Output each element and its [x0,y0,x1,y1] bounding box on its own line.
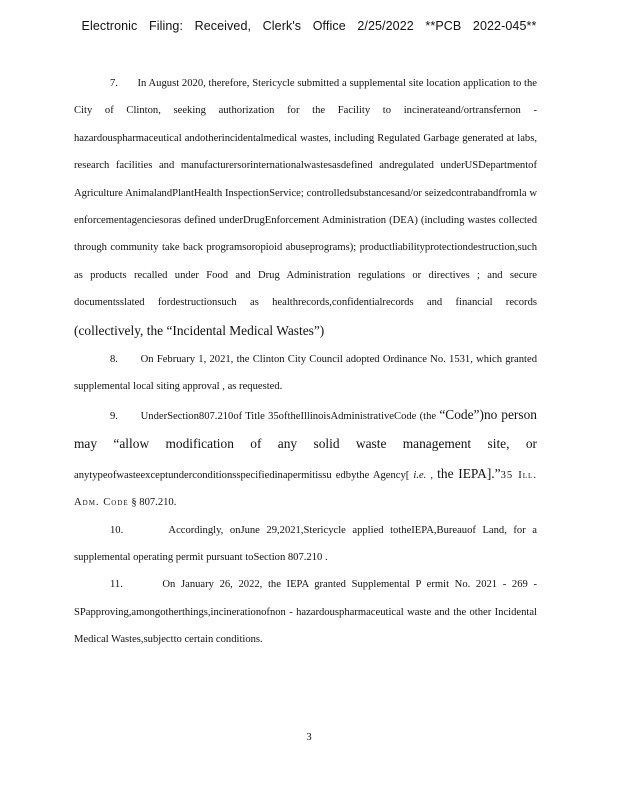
paragraph-9 [74,401,537,517]
paragraph-9-quote-end: the IEPA].” [437,465,501,481]
paragraph-9-intro: 9. UnderSection807.210of Title 35oftheIllinoisAdministrativeCode (the [110,410,440,422]
paragraph-7-emphasis: (collectively, the “Incidental Medical Wastes”) [74,322,325,338]
paragraph-9-ie: i.e. [413,469,427,481]
paragraph-9-middle: anytypeofwasteexceptunderconditionsspecifiedinapermitissu edbythe Agency[ [74,469,414,481]
paragraph-7 [74,70,537,346]
paragraph-7-text: 7. In August 2020, therefore, Stericycle submitted a supplemental site location application to the City of Clinton, seeking authorization for the Facility to incinerateand/ortransfernon - hazardouspharmaceutical andotherincidentalmedical wastes, including Regulated Garbage generated at labs, research facilities and manufacturersorinternationalwastesasdefined andregulated underUSDepartmentof Agriculture AnimalandPlantHealth InspectionService; controlledsubstancesand/or seizedcontrabandfromla w enforcementagenciesoras defined underDrugEnforcement Administration (DEA) (including wastes collected through community take back programsoropioid abuseprograms); productliabilityprotectiondestruction,such as products recalled under Food and Drug Administration regulations or directives ; and secure documentsslated fordestructionsuch as healthrecords,confidentialrecords and financial records [74,78,537,309]
paragraph-9-section: § 807.210. [128,497,177,509]
paragraph-10: 10. Accordingly, onJune 29,2021,Stericycle applied totheIEPA,Bureauof Land, for a supplemental operating permit pursuant toSection 807.210 . [74,524,537,563]
filing-header: Electronic Filing: Received, Clerk's Office 2/25/2022 **PCB 2022-045** [81,19,537,33]
document-body [74,70,537,654]
paragraph-9-citation: 35 Ill. Adm. Code [74,469,537,509]
paragraph-11: 11. On January 26, 2022, the IEPA granted Supplemental P ermit No. 2021 - 269 -SPapproving,amongotherthings,incinerationofnon - hazardouspharmaceutical waste and the other Incidental Medical Wastes,subjectto certain conditions. [74,579,537,646]
page-number: 3 [306,732,312,743]
paragraph-9-comma: , [426,469,438,481]
paragraph-8: 8. On February 1, 2021, the Clinton City Council adopted Ordinance No. 1531, which granted supplemental local siting approval , as requested. [74,354,537,393]
paragraph-9-quote-start: “Code”)no person may “allow modification of any solid waste management site, or [74,406,537,452]
